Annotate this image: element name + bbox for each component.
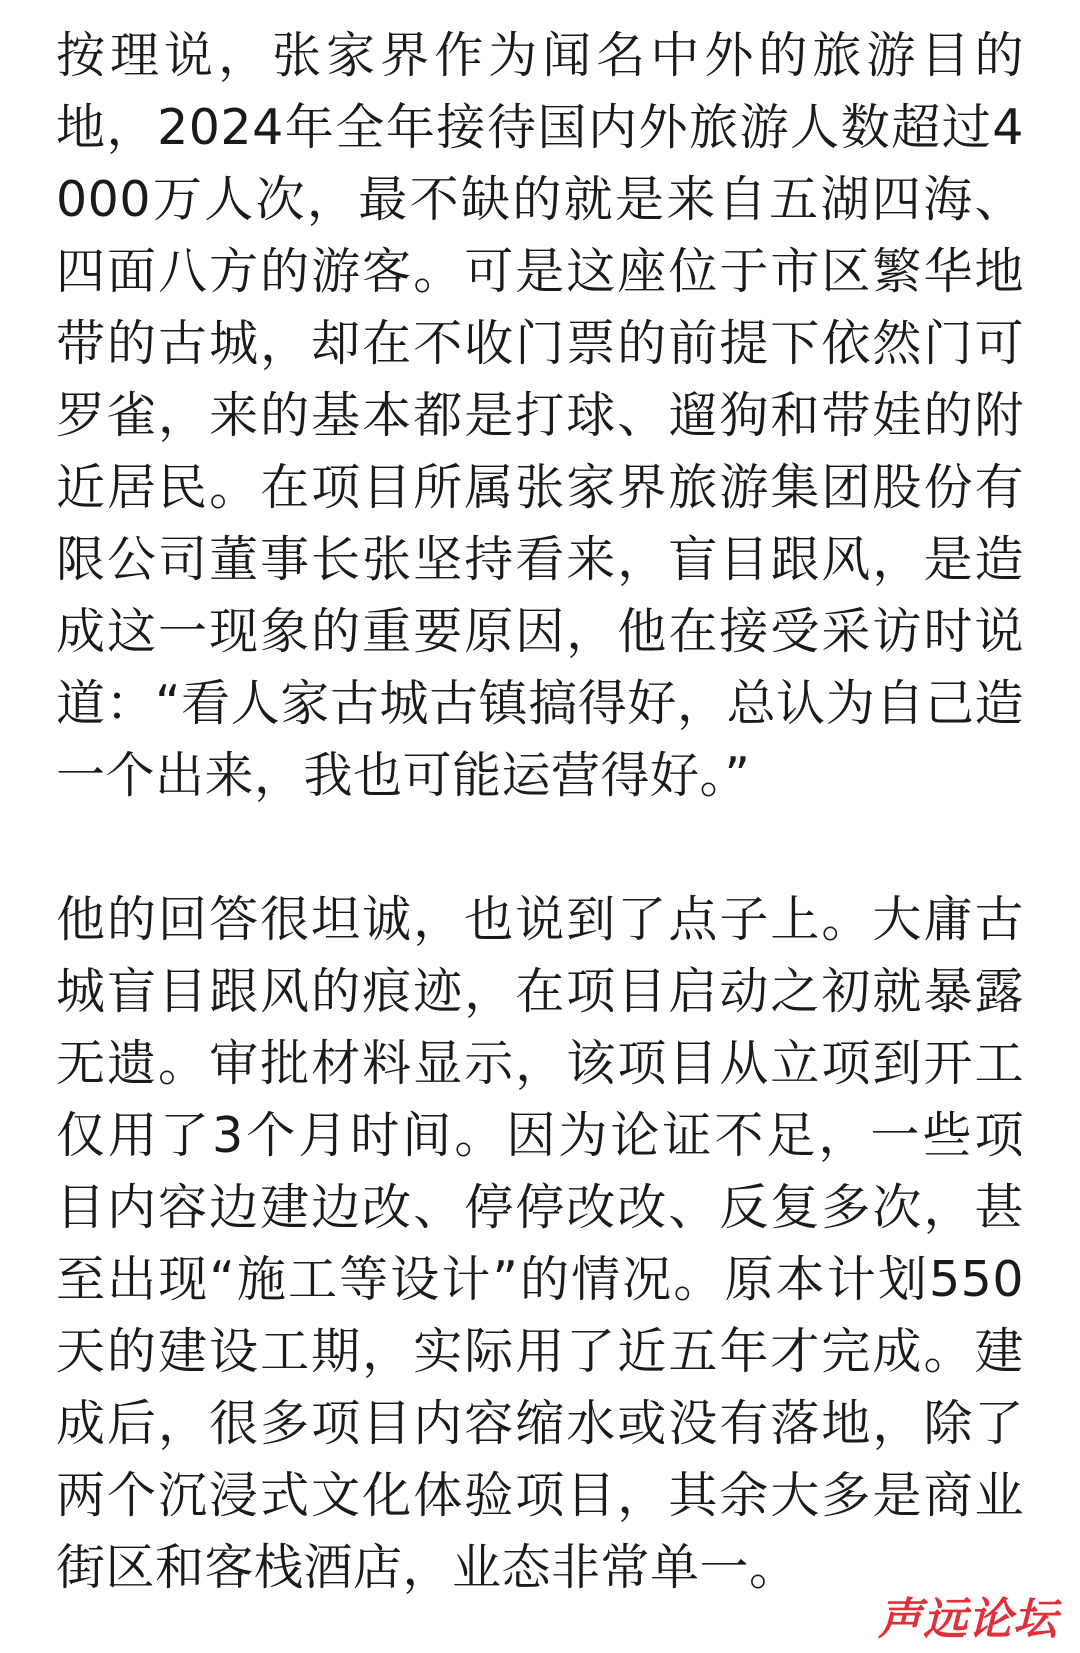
article-paragraph-1: 按理说，张家界作为闻名中外的旅游目的地，2024年全年接待国内外旅游人数超过4000万人次，最不缺的就是来自五湖四海、四面八方的游客。可是这座位于市区繁华地带的古城，却在不收门票的前提下依然门可罗雀，来的基本都是打球、遛狗和带娃的附近居民。在项目所属张家界旅游集团股份有限公司董事长张坚持看来，盲目跟风，是造成这一现象的重要原因，他在接受采访时说道：“看人家古城古镇搞得好，总认为自己造一个出来，我也可能运营得好。” <box>56 27 1024 804</box>
article-paragraph-2: 他的回答很坦诚，也说到了点子上。大庸古城盲目跟风的痕迹，在项目启动之初就暴露无遗。审批材料显示，该项目从立项到开工仅用了3个月时间。因为论证不足，一些项目内容边建边改、停停改改、反复多次，甚至出现“施工等设计”的情况。原本计划550天的建设工期，实际用了近五年才完成。建成后，很多项目内容缩水或没有落地，除了两个沉浸式文化体验项目，其余大多是商业街区和客栈酒店，业态非常单一。 <box>56 891 1024 1596</box>
site-watermark-logo: 声远论坛 <box>878 1594 1058 1645</box>
article-body <box>56 20 1024 1604</box>
